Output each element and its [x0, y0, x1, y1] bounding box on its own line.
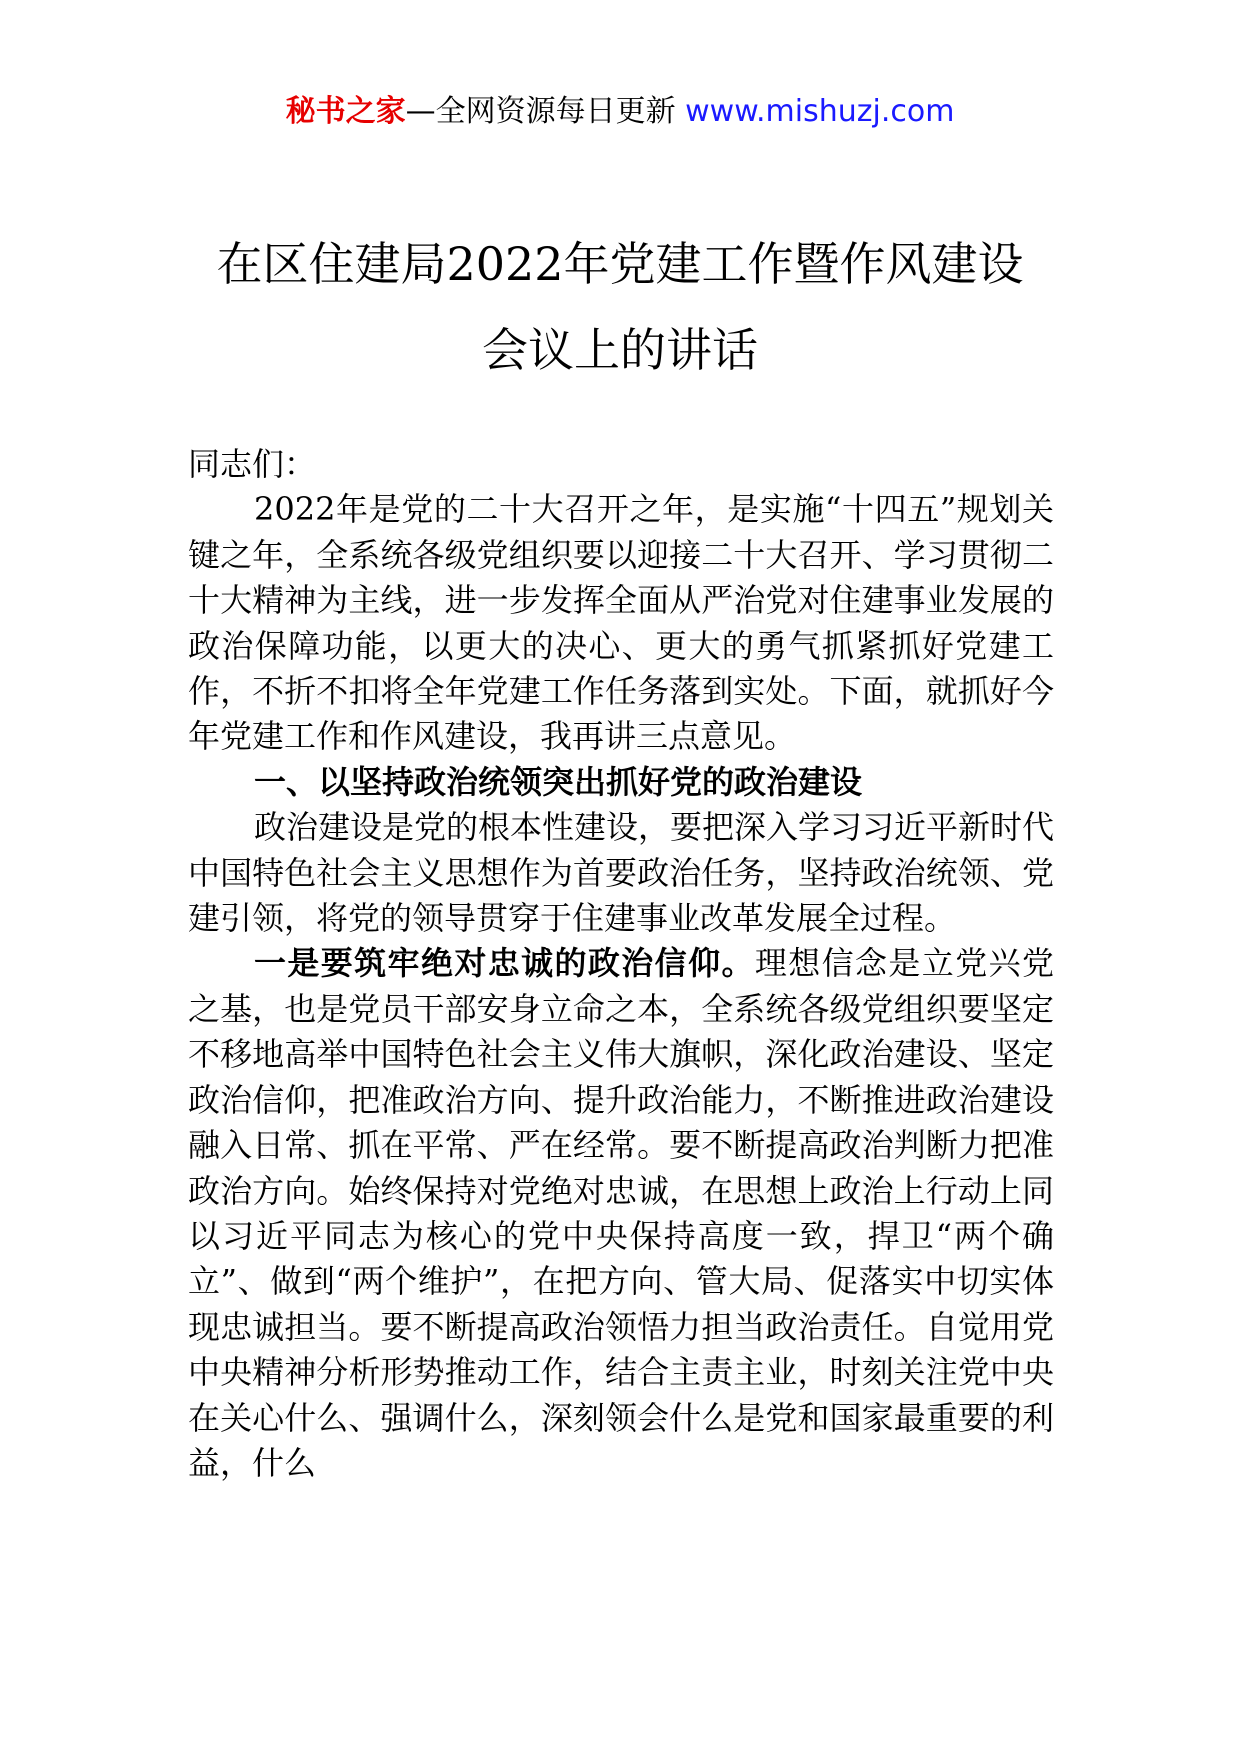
document-body: [188, 442, 1054, 1486]
point-1-text: 理想信念是立党兴党之基，也是党员干部安身立命之本，全系统各级党组织要坚定不移地高举中国特色社会主义伟大旗帜，深化政治建设、坚定政治信仰，把准政治方向、提升政治能力，不断推进政治建设融入日常、抓在平常、严在经常。要不断提高政治判断力把准政治方向。始终保持对党绝对忠诚，在思想上政治上行动上同以习近平同志为核心的党中央保持高度一致，捍卫“两个确立”、做到“两个维护”，在把方向、管大局、促落实中切实体现忠诚担当。要不断提高政治领悟力担当政治责任。自觉用党中央精神分析形势推动工作，结合主责主业，时刻关注党中央在关心什么、强调什么，深刻领会什么是党和国家最重要的利益，什么: [188, 944, 1054, 1482]
point-1-lead: 一是要筑牢绝对忠诚的政治信仰。: [254, 944, 755, 983]
point-1-paragraph: [188, 941, 1054, 1486]
site-header: [0, 90, 1240, 134]
site-slogan: —全网资源每日更新: [405, 94, 676, 129]
intro-paragraph: 2022年是党的二十大召开之年，是实施“十四五”规划关键之年，全系统各级党组织要以迎接二十大召开、学习贯彻二十大精神为主线，进一步发挥全面从严治党对住建事业发展的政治保障功能，以更大的决心、更大的勇气抓紧抓好党建工作，不折不扣将全年党建工作任务落到实处。下面，就抓好今年党建工作和作风建设，我再讲三点意见。: [188, 490, 1054, 756]
salutation: 同志们：: [188, 445, 317, 483]
section-1-paragraph: 政治建设是党的根本性建设，要把深入学习习近平新时代中国特色社会主义思想作为首要政治任务，坚持政治统领、党建引领，将党的领导贯穿于住建事业改革发展全过程。: [188, 808, 1055, 938]
document-title-line2: 会议上的讲话: [482, 323, 758, 377]
site-url-link[interactable]: www.mishuzj.com: [685, 94, 955, 129]
section-1-heading: 一、以坚持政治统领突出抓好党的政治建设: [254, 762, 863, 801]
document-title-line1: 在区住建局2022年党建工作暨作风建设: [216, 237, 1024, 291]
site-brand: 秘书之家: [285, 94, 406, 129]
